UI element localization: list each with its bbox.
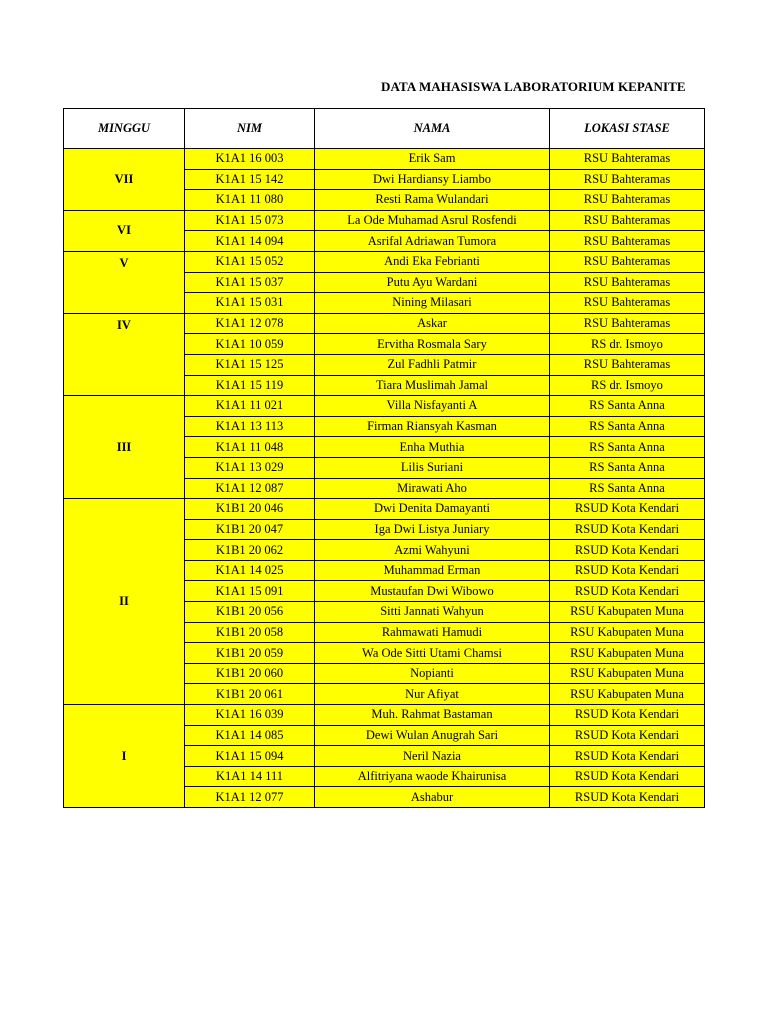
nama-cell: Muh. Rahmat Bastaman xyxy=(315,705,550,726)
lokasi-cell: RSUD Kota Kendari xyxy=(550,560,705,581)
nim-cell: K1A1 12 077 xyxy=(185,787,315,808)
nim-cell: K1A1 15 094 xyxy=(185,746,315,767)
nim-cell: K1B1 20 058 xyxy=(185,622,315,643)
nama-cell: Dewi Wulan Anugrah Sari xyxy=(315,725,550,746)
nim-cell: K1A1 16 003 xyxy=(185,149,315,170)
lokasi-cell: RSU Bahteramas xyxy=(550,313,705,334)
lokasi-cell: RS dr. Ismoyo xyxy=(550,375,705,396)
nama-cell: Sitti Jannati Wahyun xyxy=(315,602,550,623)
lokasi-cell: RSUD Kota Kendari xyxy=(550,499,705,520)
nama-cell: Lilis Suriani xyxy=(315,457,550,478)
lokasi-cell: RSUD Kota Kendari xyxy=(550,519,705,540)
nama-cell: Rahmawati Hamudi xyxy=(315,622,550,643)
table-row xyxy=(64,396,705,417)
minggu-cell: IV xyxy=(64,313,185,395)
lokasi-cell: RSUD Kota Kendari xyxy=(550,787,705,808)
lokasi-cell: RSUD Kota Kendari xyxy=(550,581,705,602)
nim-cell: K1A1 16 039 xyxy=(185,705,315,726)
minggu-cell: VII xyxy=(64,149,185,211)
nim-cell: K1A1 13 113 xyxy=(185,416,315,437)
table-row xyxy=(64,313,705,334)
nama-cell: Mirawati Aho xyxy=(315,478,550,499)
nim-cell: K1A1 14 111 xyxy=(185,766,315,787)
lokasi-cell: RSU Bahteramas xyxy=(550,169,705,190)
lokasi-cell: RSUD Kota Kendari xyxy=(550,746,705,767)
nim-cell: K1A1 14 025 xyxy=(185,560,315,581)
nama-cell: Putu Ayu Wardani xyxy=(315,272,550,293)
nim-cell: K1B1 20 056 xyxy=(185,602,315,623)
lokasi-cell: RSU Bahteramas xyxy=(550,354,705,375)
nim-cell: K1B1 20 062 xyxy=(185,540,315,561)
nama-cell: Askar xyxy=(315,313,550,334)
nim-cell: K1A1 11 080 xyxy=(185,190,315,211)
minggu-cell: III xyxy=(64,396,185,499)
lokasi-cell: RS Santa Anna xyxy=(550,457,705,478)
nim-cell: K1A1 14 085 xyxy=(185,725,315,746)
lokasi-cell: RSU Bahteramas xyxy=(550,251,705,272)
nama-cell: Azmi Wahyuni xyxy=(315,540,550,561)
lokasi-cell: RS Santa Anna xyxy=(550,416,705,437)
nama-cell: Villa Nisfayanti A xyxy=(315,396,550,417)
table-row xyxy=(64,499,705,520)
nama-cell: Nining Milasari xyxy=(315,293,550,314)
lokasi-cell: RSUD Kota Kendari xyxy=(550,705,705,726)
nim-cell: K1A1 12 087 xyxy=(185,478,315,499)
nama-cell: Wa Ode Sitti Utami Chamsi xyxy=(315,643,550,664)
nama-cell: Ashabur xyxy=(315,787,550,808)
lokasi-cell: RSU Bahteramas xyxy=(550,272,705,293)
header-nim: NIM xyxy=(185,109,315,149)
lokasi-cell: RSUD Kota Kendari xyxy=(550,540,705,561)
table-body xyxy=(64,149,705,808)
lokasi-cell: RSU Bahteramas xyxy=(550,293,705,314)
nim-cell: K1A1 10 059 xyxy=(185,334,315,355)
nama-cell: Mustaufan Dwi Wibowo xyxy=(315,581,550,602)
header-lokasi-stase: LOKASI STASE xyxy=(550,109,705,149)
nim-cell: K1B1 20 046 xyxy=(185,499,315,520)
lokasi-cell: RSUD Kota Kendari xyxy=(550,725,705,746)
lokasi-cell: RSU Kabupaten Muna xyxy=(550,684,705,705)
nama-cell: La Ode Muhamad Asrul Rosfendi xyxy=(315,210,550,231)
lokasi-cell: RSU Kabupaten Muna xyxy=(550,622,705,643)
nim-cell: K1B1 20 059 xyxy=(185,643,315,664)
nim-cell: K1B1 20 060 xyxy=(185,663,315,684)
table-row xyxy=(64,705,705,726)
lokasi-cell: RSU Bahteramas xyxy=(550,190,705,211)
nama-cell: Resti Rama Wulandari xyxy=(315,190,550,211)
lokasi-cell: RSU Kabupaten Muna xyxy=(550,602,705,623)
lokasi-cell: RSU Bahteramas xyxy=(550,231,705,252)
lokasi-cell: RS Santa Anna xyxy=(550,437,705,458)
nim-cell: K1A1 15 142 xyxy=(185,169,315,190)
nama-cell: Dwi Denita Damayanti xyxy=(315,499,550,520)
nim-cell: K1A1 11 048 xyxy=(185,437,315,458)
lokasi-cell: RS Santa Anna xyxy=(550,396,705,417)
minggu-cell: V xyxy=(64,251,185,313)
lokasi-cell: RSU Bahteramas xyxy=(550,149,705,170)
nim-cell: K1A1 15 052 xyxy=(185,251,315,272)
nama-cell: Iga Dwi Listya Juniary xyxy=(315,519,550,540)
nim-cell: K1A1 14 094 xyxy=(185,231,315,252)
lokasi-cell: RS Santa Anna xyxy=(550,478,705,499)
lokasi-cell: RSU Bahteramas xyxy=(550,210,705,231)
table-row xyxy=(64,149,705,170)
nim-cell: K1A1 15 031 xyxy=(185,293,315,314)
nim-cell: K1A1 11 021 xyxy=(185,396,315,417)
nama-cell: Neril Nazia xyxy=(315,746,550,767)
nim-cell: K1A1 15 125 xyxy=(185,354,315,375)
table-row xyxy=(64,251,705,272)
header-minggu: MINGGU xyxy=(64,109,185,149)
nama-cell: Erik Sam xyxy=(315,149,550,170)
nim-cell: K1A1 15 073 xyxy=(185,210,315,231)
header-row xyxy=(64,109,705,149)
header-nama: NAMA xyxy=(315,109,550,149)
nama-cell: Ervitha Rosmala Sary xyxy=(315,334,550,355)
nim-cell: K1A1 13 029 xyxy=(185,457,315,478)
nama-cell: Dwi Hardiansy Liambo xyxy=(315,169,550,190)
student-table xyxy=(63,108,705,808)
page-title: DATA MAHASISWA LABORATORIUM KEPANITE xyxy=(381,79,686,94)
nama-cell: Firman Riansyah Kasman xyxy=(315,416,550,437)
nama-cell: Nopianti xyxy=(315,663,550,684)
lokasi-cell: RSU Kabupaten Muna xyxy=(550,643,705,664)
nim-cell: K1A1 15 037 xyxy=(185,272,315,293)
nama-cell: Muhammad Erman xyxy=(315,560,550,581)
nim-cell: K1A1 15 091 xyxy=(185,581,315,602)
nama-cell: Asrifal Adriawan Tumora xyxy=(315,231,550,252)
nama-cell: Zul Fadhli Patmir xyxy=(315,354,550,375)
minggu-cell: I xyxy=(64,705,185,808)
lokasi-cell: RSU Kabupaten Muna xyxy=(550,663,705,684)
nama-cell: Andi Eka Febrianti xyxy=(315,251,550,272)
lokasi-cell: RS dr. Ismoyo xyxy=(550,334,705,355)
nim-cell: K1A1 12 078 xyxy=(185,313,315,334)
minggu-cell: II xyxy=(64,499,185,705)
nim-cell: K1B1 20 047 xyxy=(185,519,315,540)
minggu-cell: VI xyxy=(64,210,185,251)
nama-cell: Alfitriyana waode Khairunisa xyxy=(315,766,550,787)
nama-cell: Enha Muthia xyxy=(315,437,550,458)
nim-cell: K1A1 15 119 xyxy=(185,375,315,396)
nim-cell: K1B1 20 061 xyxy=(185,684,315,705)
table-row xyxy=(64,210,705,231)
nama-cell: Nur Afiyat xyxy=(315,684,550,705)
lokasi-cell: RSUD Kota Kendari xyxy=(550,766,705,787)
nama-cell: Tiara Muslimah Jamal xyxy=(315,375,550,396)
